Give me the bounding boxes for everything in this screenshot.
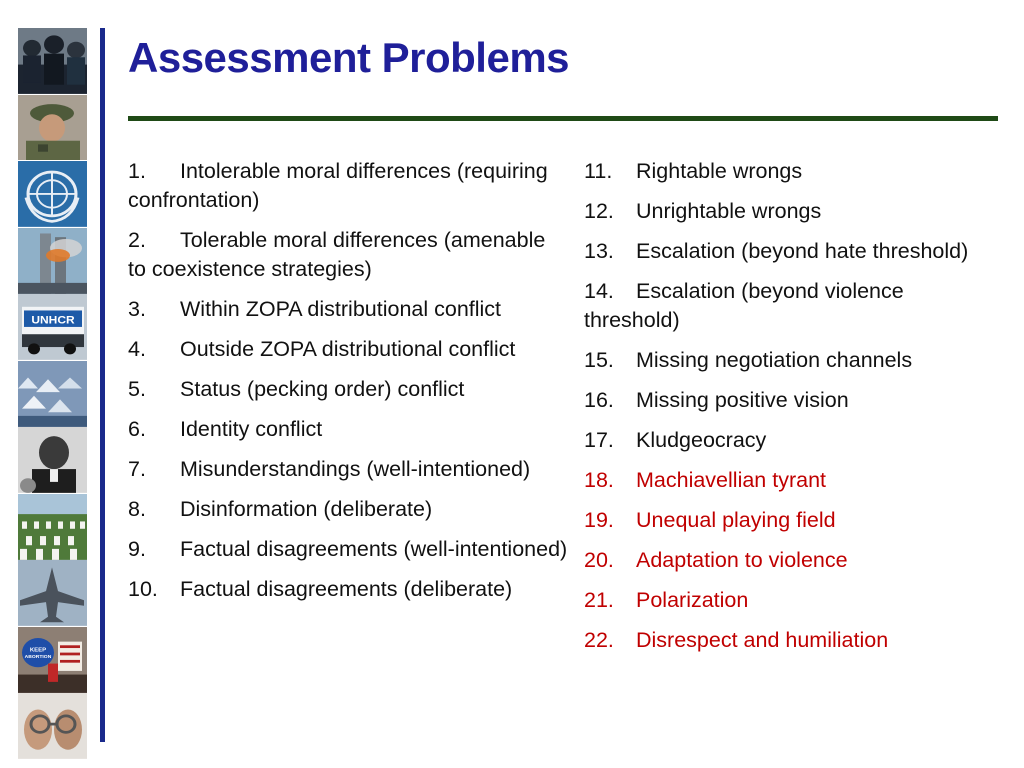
problem-number: 10. xyxy=(128,577,158,601)
problem-item xyxy=(584,466,1004,495)
problem-number: 22. xyxy=(584,628,614,652)
problem-item xyxy=(128,575,568,604)
problem-text: Outside ZOPA distributional conflict xyxy=(180,337,516,361)
problem-text: Tolerable moral differences (amenable to coexistence strategies) xyxy=(128,228,546,281)
problem-text: Factual disagreements (deliberate) xyxy=(180,577,513,601)
problem-item xyxy=(584,546,1004,575)
problem-item xyxy=(584,386,1004,415)
mlk-portrait-photo xyxy=(18,427,87,493)
problem-number: 14. xyxy=(584,279,614,303)
problem-item xyxy=(584,277,1004,335)
problem-text: Kludgeocracy xyxy=(636,428,767,452)
problem-text: Missing positive vision xyxy=(636,388,849,412)
problem-item xyxy=(584,506,1004,535)
problem-number: 15. xyxy=(584,348,614,372)
problem-item xyxy=(128,495,568,524)
problem-item xyxy=(584,157,1004,186)
problem-text: Unrightable wrongs xyxy=(636,199,822,223)
problem-item xyxy=(128,455,568,484)
problem-number: 5. xyxy=(128,377,146,401)
fighter-jet-photo xyxy=(18,560,87,626)
photo-strip xyxy=(18,28,87,760)
protest-signs-photo xyxy=(18,627,87,693)
problem-text: Identity conflict xyxy=(180,417,323,441)
problem-number: 18. xyxy=(584,468,614,492)
problem-text: Factual disagreements (well-intentioned) xyxy=(180,537,568,561)
problem-number: 7. xyxy=(128,457,146,481)
problem-text: Disinformation (deliberate) xyxy=(180,497,433,521)
problem-item xyxy=(584,626,1004,655)
problem-number: 8. xyxy=(128,497,146,521)
problem-number: 2. xyxy=(128,228,146,252)
problem-text: Adaptation to violence xyxy=(636,548,848,572)
problem-text: Escalation (beyond hate threshold) xyxy=(636,239,969,263)
left-problem-list xyxy=(128,157,568,615)
problem-item xyxy=(584,586,1004,615)
problem-item xyxy=(128,335,568,364)
problem-item xyxy=(584,237,1004,266)
problem-text: Escalation (beyond violence threshold) xyxy=(584,279,904,332)
vertical-rule xyxy=(100,28,105,742)
soldier-photo xyxy=(18,95,87,161)
problem-item xyxy=(128,157,568,215)
problem-text: Disrespect and humiliation xyxy=(636,628,889,652)
handcuffs-photo xyxy=(18,693,87,759)
problem-number: 13. xyxy=(584,239,614,263)
problem-text: Misunderstandings (well-intentioned) xyxy=(180,457,531,481)
problem-number: 20. xyxy=(584,548,614,572)
problem-number: 9. xyxy=(128,537,146,561)
problem-text: Within ZOPA distributional conflict xyxy=(180,297,502,321)
problem-number: 17. xyxy=(584,428,614,452)
problem-item xyxy=(584,197,1004,226)
problem-number: 21. xyxy=(584,588,614,612)
problem-item xyxy=(128,375,568,404)
svg-text:KEEP: KEEP xyxy=(29,647,47,654)
right-problem-list xyxy=(584,157,1004,666)
riot-police-photo xyxy=(18,28,87,94)
problem-number: 6. xyxy=(128,417,146,441)
problem-text: Unequal playing field xyxy=(636,508,836,532)
problem-text: Rightable wrongs xyxy=(636,159,803,183)
problem-text: Missing negotiation channels xyxy=(636,348,913,372)
problem-item xyxy=(584,426,1004,455)
problem-number: 16. xyxy=(584,388,614,412)
svg-text:ABORTION: ABORTION xyxy=(24,655,52,660)
slide-title: Assessment Problems xyxy=(128,34,570,81)
problem-item xyxy=(128,226,568,284)
cemetery-photo xyxy=(18,494,87,560)
un-emblem-photo xyxy=(18,161,87,227)
problem-number: 19. xyxy=(584,508,614,532)
problem-number: 3. xyxy=(128,297,146,321)
problem-item xyxy=(128,295,568,324)
problem-text: Intolerable moral differences (requiring confrontation) xyxy=(128,159,548,212)
problem-item xyxy=(584,346,1004,375)
twin-towers-photo xyxy=(18,228,87,294)
title-underline xyxy=(128,116,998,121)
problem-number: 11. xyxy=(584,159,613,183)
problem-number: 12. xyxy=(584,199,614,223)
refugee-tents-photo xyxy=(18,361,87,427)
svg-text:UNHCR: UNHCR xyxy=(31,314,75,327)
problem-item xyxy=(128,535,568,564)
problem-item xyxy=(128,415,568,444)
problem-text: Machiavellian tyrant xyxy=(636,468,827,492)
problem-text: Polarization xyxy=(636,588,749,612)
unhcr-truck-photo xyxy=(18,294,87,360)
problem-number: 4. xyxy=(128,337,146,361)
problem-text: Status (pecking order) conflict xyxy=(180,377,465,401)
problem-number: 1. xyxy=(128,159,146,183)
